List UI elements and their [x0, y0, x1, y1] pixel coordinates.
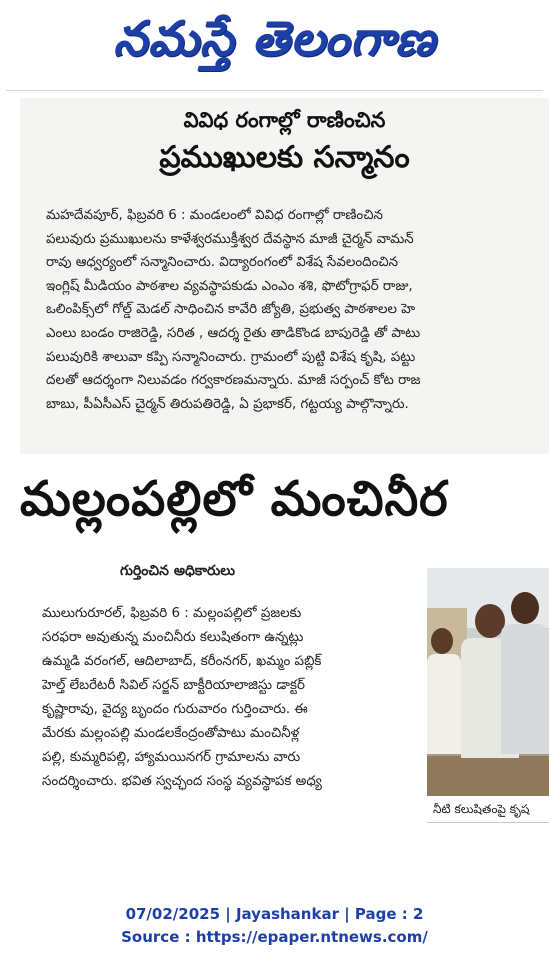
- article2-line: కృష్ణారావు, వైద్య బృందం గురువారం గుర్తించారు. ఈ: [42, 702, 308, 717]
- article1-line: ఒలింపిక్స్‌లో గోల్డ్ మెడల్ సాధించిన కావేరి జ్యోతి, ప్రభుత్వ పాఠశాలల హె: [46, 302, 416, 318]
- article2-body: [42, 602, 412, 794]
- news-photo: [427, 568, 549, 796]
- article2-line: ములుగురూరల్, ఫిబ్రవరి 6 : మల్లంపల్లిలో ప్రజలకు: [42, 606, 302, 621]
- article1-line: పలువురికి శాలువా కప్పి సన్మానించారు. గ్రామంలో పుట్టి విశేష కృషి, పట్టు: [46, 349, 416, 365]
- article2-subhead: గుర్తించిన అధికారులు: [120, 563, 235, 579]
- article2-line: హెల్త్ లేబరేటరీ సివిల్ సర్జన్ బాక్టీరియాలాజిస్టు డాక్టర్: [42, 678, 305, 693]
- article2-line: సరఫరా అవుతున్న మంచినీరు కలుషితంగా ఉన్నట్లు: [42, 630, 304, 645]
- article2-line: మేరకు మల్లంపల్లి మండలకేంద్రంతోపాటు మంచినీళ్ల: [42, 726, 300, 741]
- footer-source-link[interactable]: Source : https://epaper.ntnews.com/: [121, 928, 428, 946]
- newspaper-logo: నమస్తే తెలంగాణ: [113, 11, 436, 67]
- article1-kicker: వివిధ రంగాల్లో రాణించిన: [183, 108, 386, 132]
- article2-line: పల్లి, కుమ్మరిపల్లి, హ్యామయినగర్ గ్రామాలను వారు: [42, 750, 301, 765]
- article1-line: రావు ఆధ్వర్యంలో సన్మానించారు. విద్యారంగంలో విశేష సేవలందించిన: [46, 255, 399, 271]
- article1-line: మహదేవపూర్, ఫిబ్రవరి 6 : మండలంలో వివిధ రంగాల్లో రాణించిన: [46, 208, 383, 223]
- article2-line: ఉమ్మడి వరంగల్, ఆదిలాబాద్, కరీంనగర్, ఖమ్మం పబ్లిక్: [42, 654, 322, 669]
- article2-banner-headline: మల్లంపల్లిలో మంచినీర: [20, 471, 449, 527]
- photo-caption: నీటి కలుషితంపై కృష: [427, 796, 549, 822]
- article1-body: [46, 204, 539, 416]
- article1-line: దలతో ఆదర్శంగా నిలువడం గర్వకారణమన్నారు. మాజీ సర్పంచ్ కోట రాజ: [46, 373, 421, 389]
- article1-line: బాబు, పీఏసీఎస్ చైర్మన్ తిరుపతిరెడ్డి, ఏ ప్రభాకర్, గట్టయ్య పాల్గొన్నారు.: [46, 396, 409, 412]
- article2-line: సందర్శించారు. భవిత స్వచ్ఛంద సంస్థ వ్యవస్థాపక అధ్య: [42, 774, 322, 789]
- article-felicitation: [20, 98, 549, 454]
- caption-divider: [427, 822, 549, 823]
- article1-line: ఎంలు బండం రాజిరెడ్డి, సరిత , ఆదర్శ రైతు తాడికొండ బాపురెడ్డి తో పాటు: [46, 325, 421, 341]
- article1-headline: ప్రముఖులకు సన్మానం: [159, 140, 410, 175]
- article1-line: ఇంగ్లిష్ మీడియం పాఠశాల వ్యవస్థాపకుడు ఎంఎం శశి, ఫొటోగ్రాఫర్ రాజు,: [46, 278, 413, 294]
- footer-date-line: 07/02/2025 | Jayashankar | Page : 2: [125, 905, 424, 923]
- masthead-divider: [6, 90, 543, 91]
- article1-line: పలువురు ప్రముఖులను కాళేశ్వరముక్తీశ్వర దేవస్థాన మాజీ చైర్మన్ వామన్: [46, 231, 414, 247]
- masthead: [0, 0, 549, 90]
